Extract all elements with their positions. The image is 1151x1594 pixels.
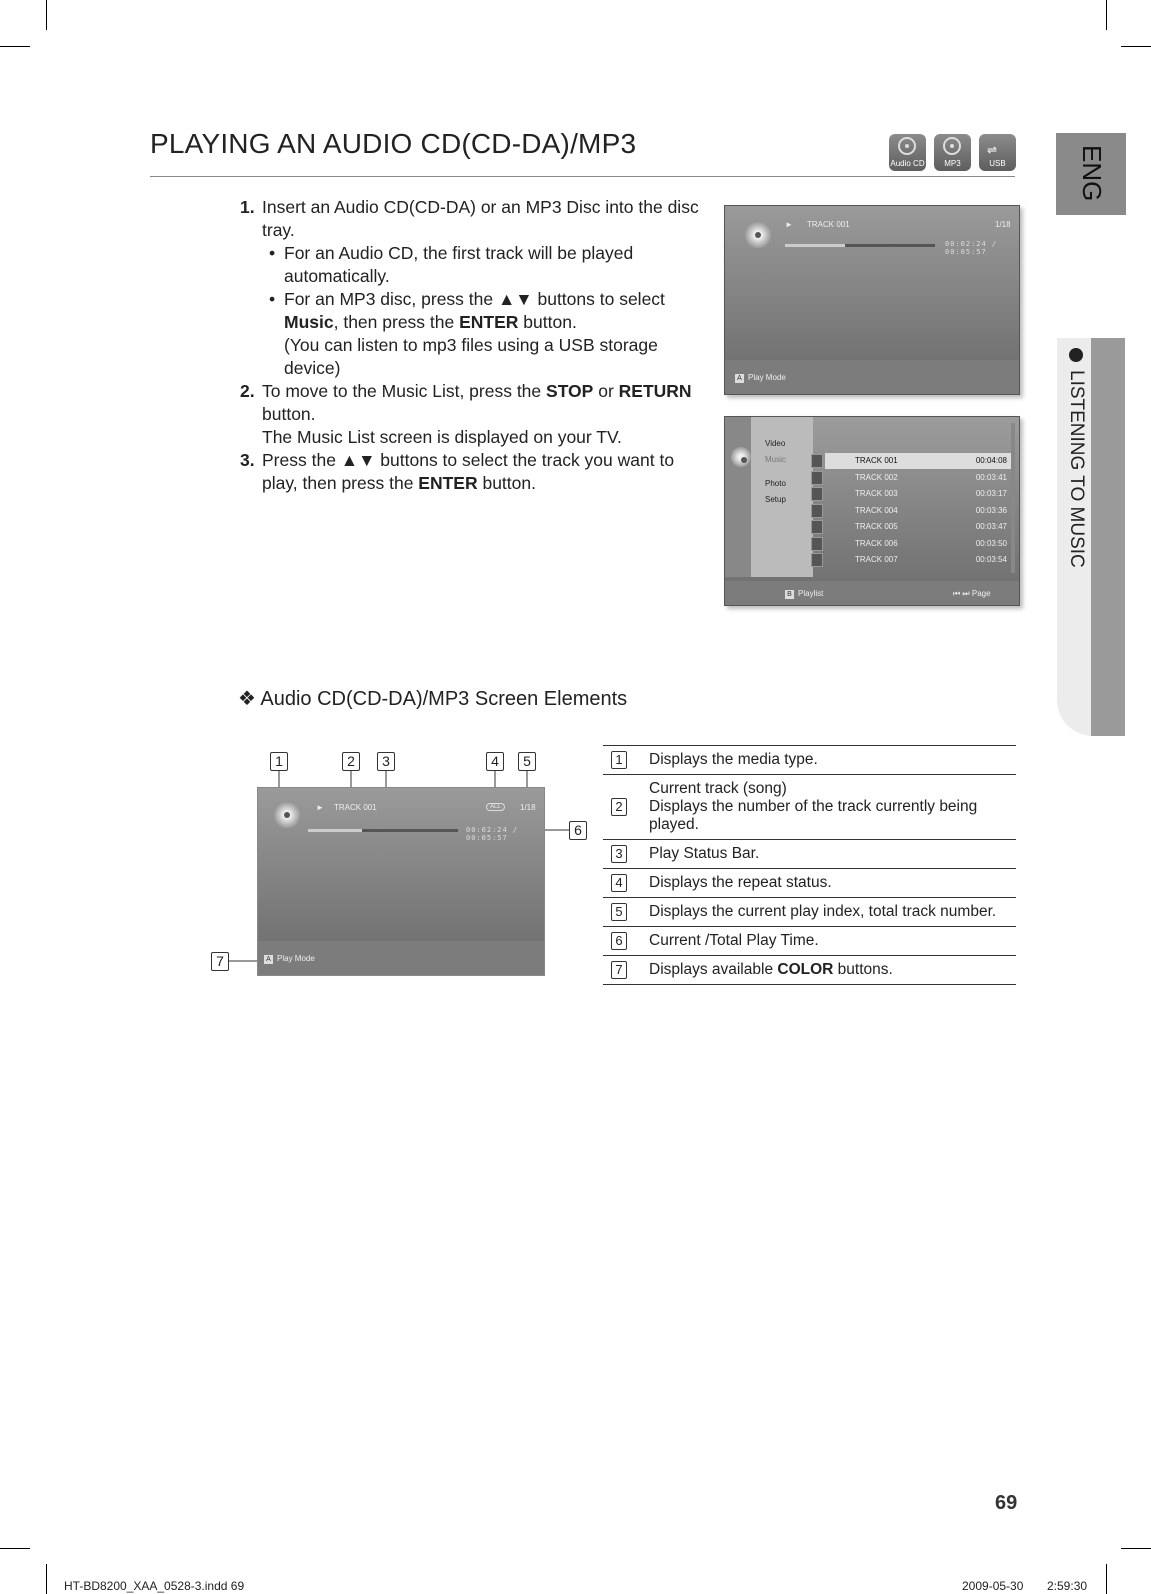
track-duration: 00:03:54 <box>975 555 1007 564</box>
play-status-bar <box>308 829 458 832</box>
table-row: 7 Displays available COLOR buttons. <box>603 956 1016 985</box>
callout-7: 7 <box>211 952 229 971</box>
menu-music[interactable]: Music <box>765 455 786 464</box>
track-name: TRACK 004 <box>855 505 898 515</box>
table-row: 6 Current /Total Play Time. <box>603 927 1016 956</box>
screen-footer: A Play Mode <box>725 360 1019 394</box>
elements-table <box>603 745 1016 985</box>
step-1: 1. Insert an Audio CD(CD-DA) or an MP3 Disc into the disc tray. <box>240 197 699 240</box>
mp3-icon: MP3 <box>934 134 971 171</box>
audio-cd-icon: Audio CD <box>889 134 926 171</box>
track-name: TRACK 006 <box>855 538 898 548</box>
callout-5: 5 <box>518 752 536 771</box>
repeat-icon: ALL <box>486 803 505 811</box>
page-key-icon: ⏮ ⏭ <box>953 589 972 598</box>
play-time: 00:02:24 / 00:05:57 <box>466 826 519 842</box>
play-icon: ► <box>316 803 324 812</box>
elements-screen <box>257 787 545 976</box>
color-key-a: A <box>264 955 273 964</box>
table-row: 2 Current track (song) Displays the number of the track currently being played. <box>603 775 1016 840</box>
usb-icon: ⇌ USB <box>979 134 1016 171</box>
track-name: TRACK 003 <box>855 489 898 498</box>
play-time: 00:02:24 / 00:05:57 <box>945 240 998 256</box>
page-number: 69 <box>995 1492 1018 1514</box>
track-name: TRACK 005 <box>855 522 898 531</box>
track-duration: 00:03:50 <box>975 538 1007 548</box>
step-2: 2. To move to the Music List, press the STOP or RETURN button. The Music List screen is displayed on your TV. <box>240 381 692 447</box>
callout-3: 3 <box>377 752 395 771</box>
track-name: TRACK 002 <box>855 472 898 482</box>
table-row: 5 Displays the current play index, total track number. <box>603 898 1016 927</box>
print-date: 2009-05-30 <box>962 1579 1024 1593</box>
track-duration: 00:03:17 <box>975 489 1007 498</box>
file-name: HT-BD8200_XAA_0528-3.indd 69 <box>64 1579 245 1593</box>
page-title: PLAYING AN AUDIO CD(CD-DA)/MP3 <box>150 128 637 159</box>
step-1-bullet-1: • For an Audio CD, the first track will be played automatically. <box>262 242 710 288</box>
callout-2: 2 <box>342 752 360 771</box>
table-row: 3 Play Status Bar. <box>603 840 1016 869</box>
language-tab: ENG <box>1056 133 1126 215</box>
print-time: 2:59:30 <box>1047 1579 1088 1593</box>
section-heading: ❖ Audio CD(CD-DA)/MP3 Screen Elements <box>238 688 628 710</box>
track-duration: 00:04:08 <box>975 456 1007 465</box>
cd-icon <box>274 802 300 828</box>
track-label: TRACK 001 <box>334 803 377 812</box>
step-1-bullet-2: • For an MP3 disc, press the ▲▼ buttons to select Music, then press the ENTER button. (You can listen to mp3 files using a USB storage device) <box>262 288 710 380</box>
section-tab: LISTENING TO MUSIC <box>1057 338 1125 736</box>
callout-4: 4 <box>486 752 504 771</box>
track-index: 1/18 <box>995 220 1011 229</box>
track-index: 1/18 <box>520 803 536 812</box>
menu-photo[interactable]: Photo <box>765 479 786 488</box>
track-label: TRACK 001 <box>807 220 850 229</box>
color-key-a: A <box>735 374 744 383</box>
screen-footer: B Playlist ⏮ ⏭ Page <box>725 581 1019 605</box>
callout-6: 6 <box>569 821 587 840</box>
track-duration: 00:03:47 <box>975 522 1007 531</box>
table-row: 1 Displays the media type. <box>603 746 1016 775</box>
color-key-b: B <box>785 590 794 599</box>
track-duration: 00:03:41 <box>975 472 1007 482</box>
step-3: 3. Press the ▲▼ buttons to select the track you want to play, then press the ENTER button. <box>240 450 675 493</box>
screen-footer: A Play Mode <box>258 941 544 975</box>
menu-video[interactable]: Video <box>765 439 786 448</box>
track-name: TRACK 001 <box>855 456 898 465</box>
play-icon: ► <box>785 220 793 229</box>
menu-setup[interactable]: Setup <box>765 495 786 504</box>
callout-1: 1 <box>270 752 288 771</box>
table-row: 4 Displays the repeat status. <box>603 869 1016 898</box>
track-duration: 00:03:36 <box>975 505 1007 515</box>
track-name: TRACK 007 <box>855 555 898 564</box>
